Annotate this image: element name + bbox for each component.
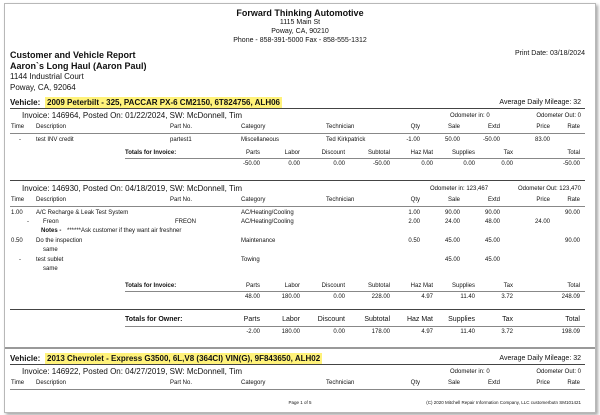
page-number: Page 1 of 5 — [288, 400, 312, 405]
customer-address-line2: Poway, CA, 92064 — [10, 83, 76, 92]
invoice-header: Invoice: 146964, Posted On: 01/22/2024, SW: McDonnell, Tim — [22, 111, 242, 120]
vehicle-label: Vehicle: — [10, 98, 41, 107]
vehicle-description: 2013 Chevrolet - Express G3500, 6L,V8 (364CI) VIN(G), 9F843650, ALH02 — [47, 354, 321, 363]
odometer-in: Odometer in: 0 — [450, 369, 490, 375]
notes-label: Notes - — [41, 228, 62, 234]
odometer-out: Odometer Out: 123,470 — [517, 186, 581, 192]
report-page: Forward Thinking Automotive 1115 Main St Poway, CA, 90210 Phone - 858-391-5000 Fax - 858-555-1312 Customer and Vehicle Report Print Date: 03/18/2024 Aaron`s Long Haul (Aaron Paul) 1144 Industrial Court Poway, CA, 92064 Vehicle: 2009 Peterbilt - 325, PACCAR PX-6 CM2150, 6T824756, ALH06 Average Daily Mileage: 32 Invoice: 146964, Posted On: 01/22/2024, SW: McDonnell, Tim Odometer in: 0 Odometer Out: 0 Time Description Part No. Category Technician Qty Sale Extd Price Rate - test INV credit partest1 Miscellaneous Ted Kirkpatrick -1.00 50.00 -50.00 83.00 Totals for Invoice: Parts Labor Discount Subtotal Haz Mat Supplies Tax Total -50.00 0.00 0.00 -50.00 0.00 0.00 0.00 -50.00 Invoice: 146930, Posted On: 04/18/2019, SW: McDonnell, Tim Odometer in: 123,467 Odometer Out: 123,470 Time Description Part No. Category Technician Qty Sale Extd Price Rate 1.00 A/C Recharge & Leak Test System AC/Heating/Cooling 1.00 90.00 90.00 90.00 - Freon FREON AC/Heating/Cooling 2.00 24.00 48.00 24.00 Notes - ******Ask customer if they want air freshner 0.50 Do the inspection Maintenance 0.50 45.00 45.00 90.00 same - test sublet Towing 45.00 45.00 same Totals for Invoice: Parts Labor Discount Subtotal Haz Mat Supplies Tax Total 48.00 180.00 0.00 228.00 4.97 11.40 3.72 248.09 Totals for Owner: Parts Labor Discount Subtotal Haz Mat Supplies Tax Total -2.00 180.00 0.00 178.00 4.97 11.40 3.72 198.09 Vehicle: 2013 Chevrolet - Express G3500, 6L,V8 (364CI) VIN(G), 9F843650, ALH02 Average Daily Mileage: 32 Invoice: 146922, Posted On: 04/27/2019, SW: McDonnell, Tim Odometer in: 0 Odometer Out: 0 Time Description Part No. Category Technician Qty Sale Extd Price Rate Page 1 of 5 (C) 2020 Mitchell Repair Information Company, LLC customerbutn SM101421 — [4, 3, 596, 413]
odometer-in: Odometer in: 123,467 — [430, 186, 489, 192]
description-continuation: same — [43, 266, 58, 272]
odometer-in: Odometer in: 0 — [450, 113, 490, 119]
footer-copyright: (C) 2020 Mitchell Repair Information Company, LLC customerbutn SM101421 — [426, 400, 581, 405]
company-city: Poway, CA, 90210 — [271, 28, 329, 35]
odometer-out: Odometer Out: 0 — [536, 369, 581, 375]
average-daily-mileage: Average Daily Mileage: 32 — [499, 99, 581, 106]
invoice-header: Invoice: 146930, Posted On: 04/18/2019, SW: McDonnell, Tim — [22, 184, 242, 193]
company-contact: Phone - 858-391-5000 Fax - 858-555-1312 — [233, 37, 367, 44]
vehicle-description: 2009 Peterbilt - 325, PACCAR PX-6 CM2150, 6T824756, ALH06 — [47, 98, 280, 107]
vehicle-label: Vehicle: — [10, 354, 41, 363]
company-street: 1115 Main St — [279, 19, 321, 26]
customer-name: Aaron`s Long Haul (Aaron Paul) — [10, 61, 147, 71]
invoice-header: Invoice: 146922, Posted On: 04/27/2019, SW: McDonnell, Tim — [22, 367, 242, 376]
print-date: Print Date: 03/18/2024 — [514, 50, 585, 57]
report-title: Customer and Vehicle Report — [10, 50, 136, 60]
customer-address-line1: 1144 Industrial Court — [10, 72, 84, 81]
notes-text: ******Ask customer if they want air freshner — [67, 228, 182, 234]
odometer-out: Odometer Out: 0 — [536, 113, 581, 119]
description-continuation: same — [43, 247, 58, 253]
company-name: Forward Thinking Automotive — [236, 8, 364, 18]
average-daily-mileage: Average Daily Mileage: 32 — [499, 355, 581, 362]
